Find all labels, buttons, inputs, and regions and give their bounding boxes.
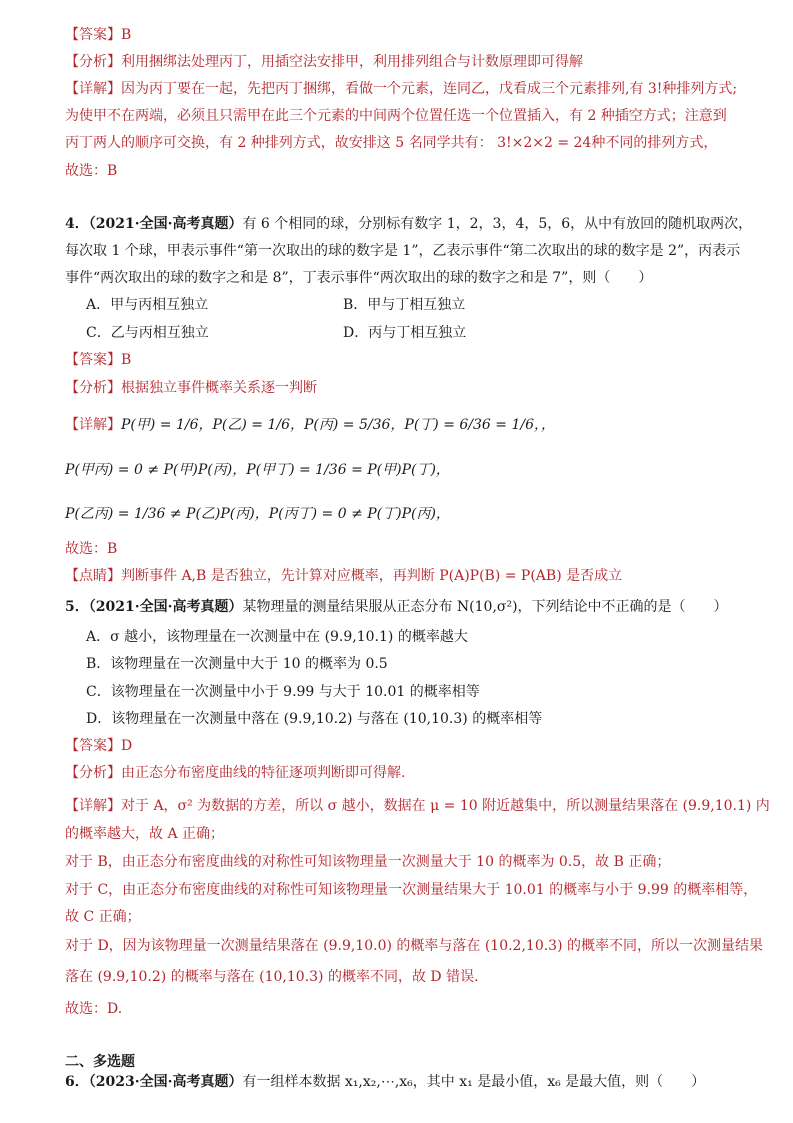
answer-tag: 【答案】 — [65, 738, 121, 754]
q5-stem: 某物理量的测量结果服从正态分布 N(10,σ²)，下列结论中不正确的是（ ） — [242, 599, 728, 615]
q4-source: （2021·全国·高考真题） — [88, 216, 243, 232]
q3-analysis-line — [65, 51, 583, 73]
q6-stem: 有一组样本数据 x₁,x₂,⋯,x₆，其中 x₁ 是最小值，x₆ 是最大值，则（ ） — [242, 1074, 706, 1090]
q4-answer: B — [121, 352, 132, 368]
answer-tag: 【答案】 — [65, 27, 121, 43]
q5-option-c: C．该物理量在一次测量中小于 9.99 与大于 10.01 的概率相等 — [86, 684, 480, 700]
q4-detail-line3: P(乙丙) = 1/36 ≠ P(乙)P(丙)，P(丙丁) = 0 ≠ P(丁)P(丙)， — [65, 506, 450, 522]
q4-answer-line — [65, 349, 131, 371]
q5-option-d: D．该物理量在一次测量中落在 (9.9,10.2) 与落在 (10,10.3) 的概率相等 — [86, 711, 543, 727]
q4-analysis-line — [65, 377, 317, 399]
q4-number: 4． — [65, 216, 89, 232]
q3-detail-line2: 为使甲不在两端，必须且只需甲在此三个元素的中间两个位置任选一个位置插入，有 2 种插空方式；注意到 — [65, 108, 727, 124]
q4-stem-line2: 每次取 1 个球，甲表示事件“第一次取出的球的数字是 1”，乙表示事件“第二次取出的球的数字是 2”，丙表示 — [65, 243, 741, 259]
analysis-tag: 【分析】 — [65, 765, 121, 781]
q3-answer: B — [121, 27, 132, 43]
q5-detail-line7: 落在 (9.9,10.2) 的概率与落在 (10,10.3) 的概率不同，故 D 错误. — [65, 969, 479, 985]
q5-source: （2021·全国·高考真题） — [88, 599, 243, 615]
detail-tag: 【详解】 — [65, 81, 121, 97]
q4-stem-line3: 事件“两次取出的球的数字之和是 8”，丁表示事件“两次取出的球的数字之和是 7”，则（ ） — [65, 270, 653, 286]
detail-tag: 【详解】 — [65, 798, 121, 814]
q4-stem-line1 — [65, 213, 752, 235]
q5-detail-line6: 对于 D，因为该物理量一次测量结果落在 (9.9,10.0) 的概率与落在 (10.2,10.3) 的概率不同，所以一次测量结果 — [65, 938, 764, 954]
analysis-tag: 【分析】 — [65, 54, 121, 70]
q5-detail-line3: 对于 B，由正态分布密度曲线的对称性可知该物理量一次测量大于 10 的概率为 0.5，故 B 正确； — [65, 854, 671, 870]
q5-answer-line — [65, 735, 132, 757]
q4-option-a: A．甲与丙相互独立 — [86, 297, 209, 313]
q4-detail-line1 — [65, 414, 555, 436]
q3-choose: 故选：B — [65, 163, 118, 179]
q4-analysis: 根据独立事件概率关系逐一判断 — [121, 380, 317, 396]
q3-analysis: 利用捆绑法处理丙丁，用插空法安排甲，利用排列组合与计数原理即可得解 — [121, 54, 583, 70]
q5-analysis: 由正态分布密度曲线的特征逐项判断即可得解. — [121, 765, 406, 781]
detail-tag: 【详解】 — [65, 417, 121, 433]
q5-number: 5． — [65, 599, 89, 615]
q4-option-d: D．丙与丁相互独立 — [343, 325, 467, 341]
q5-answer: D — [121, 738, 133, 754]
q4-detail-1: P(甲) = 1/6，P(乙) = 1/6，P(丙) = 5/36，P(丁) = 6/36 = 1/6，， — [121, 417, 555, 433]
q5-detail-1: 对于 A，σ² 为数据的方差，所以 σ 越小，数据在 μ = 10 附近越集中，所以测量结果落在 (9.9,10.1) 内 — [121, 798, 770, 814]
q5-option-a: A．σ 越小，该物理量在一次测量中在 (9.9,10.1) 的概率越大 — [86, 629, 468, 645]
q6-stem-line — [65, 1071, 705, 1093]
q6-number: 6． — [65, 1074, 89, 1090]
q4-point-line — [65, 565, 622, 587]
q3-detail-line1 — [65, 78, 737, 100]
q4-choose: 故选：B — [65, 541, 118, 557]
point-tag: 【点睛】 — [65, 568, 121, 584]
q5-option-b: B．该物理量在一次测量中大于 10 的概率为 0.5 — [86, 656, 388, 672]
q3-detail-line3: 丙丁两人的顺序可交换，有 2 种排列方式，故安排这 5 名同学共有： 3!×2×2 = 24种不同的排列方式， — [65, 135, 718, 151]
q5-detail-line4: 对于 C，由正态分布密度曲线的对称性可知该物理量一次测量结果大于 10.01 的概率与小于 9.99 的概率相等， — [65, 882, 758, 898]
q5-choose: 故选：D. — [65, 1001, 123, 1017]
q5-detail-line2: 的概率越大，故 A 正确； — [65, 826, 225, 842]
q5-detail-line1 — [65, 795, 770, 817]
answer-tag: 【答案】 — [65, 352, 121, 368]
q4-stem-1: 有 6 个相同的球，分别标有数字 1，2，3，4，5，6，从中有放回的随机取两次， — [242, 216, 753, 232]
q5-detail-line5: 故 C 正确； — [65, 909, 141, 925]
section2-title: 二、多选题 — [65, 1054, 135, 1070]
q5-analysis-line — [65, 762, 405, 784]
q3-answer-line — [65, 24, 131, 46]
q5-stem-line — [65, 596, 728, 618]
q4-option-b: B．甲与丁相互独立 — [343, 297, 466, 313]
q3-detail-1: 因为丙丁要在一起，先把丙丁捆绑，看做一个元素，连同乙，戊看成三个元素排列,有 3!种排列方式; — [121, 81, 738, 97]
q4-point: 判断事件 A,B 是否独立，先计算对应概率，再判断 P(A)P(B) = P(AB) 是否成立 — [121, 568, 623, 584]
analysis-tag: 【分析】 — [65, 380, 121, 396]
q6-source: （2023·全国·高考真题） — [88, 1074, 243, 1090]
q4-option-c: C．乙与丙相互独立 — [86, 325, 209, 341]
q4-detail-line2: P(甲丙) = 0 ≠ P(甲)P(丙)，P(甲丁) = 1/36 = P(甲)P(丁)， — [65, 462, 450, 478]
